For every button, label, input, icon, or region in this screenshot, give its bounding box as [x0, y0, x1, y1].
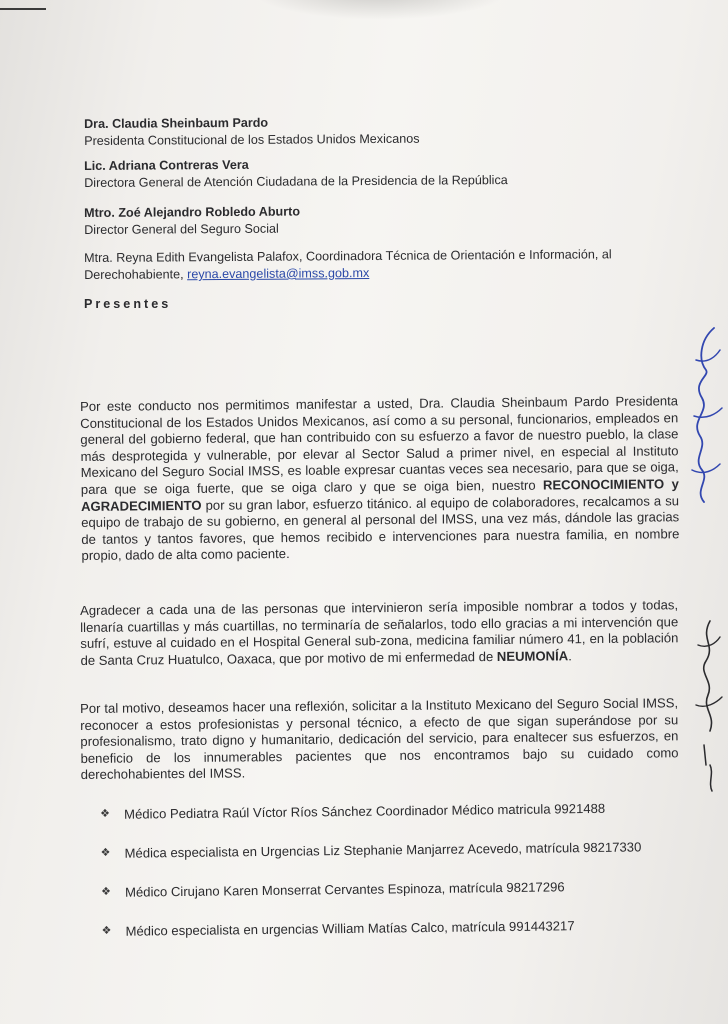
- p1-text-a: Por este conducto nos permitimos manifestar a usted, Dra. Claudia Sheinbaum Pardo Presidenta Constitucional de los Estados Unidos Mexicanos, así como a su personal, funcionarios, empleados en general del gobierno federal, que han contribuido con su esfuerzo a favor de nuestro pueblo, la clase más desprotegida y vulnerable, por elevar al Sector Salud a primer nivel, en especial al Instituto Mexicano del Seguro Social IMSS, es loable expresar cuantas veces sea necesario, para que se oiga, para que se oiga fuerte, que se oiga claro y que se oiga bien, nuestro: [80, 393, 679, 498]
- p2-text: Agradecer a cada una de las personas que intervinieron sería imposible nombrar a todos y todas, llenaría cuartillas y más cuartillas, no terminaría de señalarlos, todo ello gracias a mi intervención que sufrí, estuve al cuidado en el Hospital General sub-zona, medicina familiar número 41, en la población de Santa Cruz Huatulco, Oaxaca, que por motivo de mi enfermedad de: [80, 597, 679, 668]
- paragraph-2: [80, 597, 679, 669]
- diamond-bullet-icon: ❖: [100, 846, 111, 859]
- paragraph-3: Por tal motivo, deseamos hacer una reflexión, solicitar a la Instituto Mexicano del Seguro Social IMSS, reconocer a estos profesionistas y personal técnico, a efecto de que sigan superándose por su profesionalismo, trato digno y humanitario, dedicación del servicio, para enaltecer sus esfuerzos, en beneficio de los innumerables pacientes que nos encontramos bajo su cuidado como derechohabientes del IMSS.: [80, 695, 679, 783]
- addressee-title: Presidenta Constitucional de los Estados Unidos Mexicanos: [84, 131, 420, 148]
- greeting: Presentes: [84, 297, 172, 311]
- top-shadow: [250, 0, 510, 20]
- p2-end: .: [568, 648, 572, 664]
- list-item: [101, 916, 691, 940]
- p1-bold-y: y: [671, 476, 679, 492]
- p1-bold-reconocimiento: RECONOCIMIENTO: [542, 476, 665, 493]
- p1-bold-agradecimiento: AGRADECIMIENTO: [80, 497, 202, 514]
- list-item: [101, 877, 691, 901]
- list-item-text: Médica especialista en Urgencias Liz Stephanie Manjarrez Acevedo, matrícula 98217330: [124, 839, 642, 861]
- diamond-bullet-icon: ❖: [100, 807, 111, 820]
- signature-2: [686, 615, 728, 795]
- list-item: [100, 838, 690, 862]
- recognized-list: [100, 799, 692, 940]
- addressee-3: [84, 203, 300, 239]
- diamond-bullet-icon: ❖: [100, 885, 111, 898]
- addressee-1: [84, 114, 420, 150]
- paragraph-1: [80, 393, 680, 565]
- signature-1: [680, 320, 728, 510]
- addressee-name: Lic. Adriana Contreras Vera: [84, 157, 249, 173]
- cc-addressee: [84, 246, 674, 284]
- cc-text: Mtra. Reyna Edith Evangelista Palafox, Coordinadora Técnica de Orientación e Información, al Derechohabiente,: [84, 247, 612, 282]
- p1-text-b: por su gran labor, esfuerzo titánico. al equipo de colaboradores, recalcamos a su equipo de trabajo de su gobierno, en general al personal del IMSS, una vez más, dándole las gracias de tantos y tantos favores, que hemos recibido e intervenciones para nuestra familia, en nombre propio, dado de alta como paciente.: [81, 492, 680, 564]
- list-item: [100, 799, 690, 823]
- p2-bold-neumonia: NEUMONÍA: [496, 648, 569, 664]
- corner-pen-mark: [0, 8, 46, 10]
- addressee-2: [84, 155, 508, 192]
- diamond-bullet-icon: ❖: [101, 924, 112, 937]
- addressee-title: Director General del Seguro Social: [84, 221, 279, 237]
- cc-email-link[interactable]: reyna.evangelista@imss.gob.mx: [187, 266, 370, 282]
- addressee-name: Dra. Claudia Sheinbaum Pardo: [84, 115, 269, 131]
- list-item-text: Médico Cirujano Karen Monserrat Cervantes Espinoza, matrícula 98217296: [124, 879, 565, 900]
- list-item-text: Médico Pediatra Raúl Víctor Ríos Sánchez Coordinador Médico matricula 9921488: [124, 800, 606, 822]
- addressee-name: Mtro. Zoé Alejandro Robledo Aburto: [84, 204, 301, 220]
- addressee-title: Directora General de Atención Ciudadana de la Presidencia de la República: [84, 173, 508, 190]
- list-item-text: Médico especialista en urgencias William Matías Calco, matrícula 991443217: [125, 918, 575, 939]
